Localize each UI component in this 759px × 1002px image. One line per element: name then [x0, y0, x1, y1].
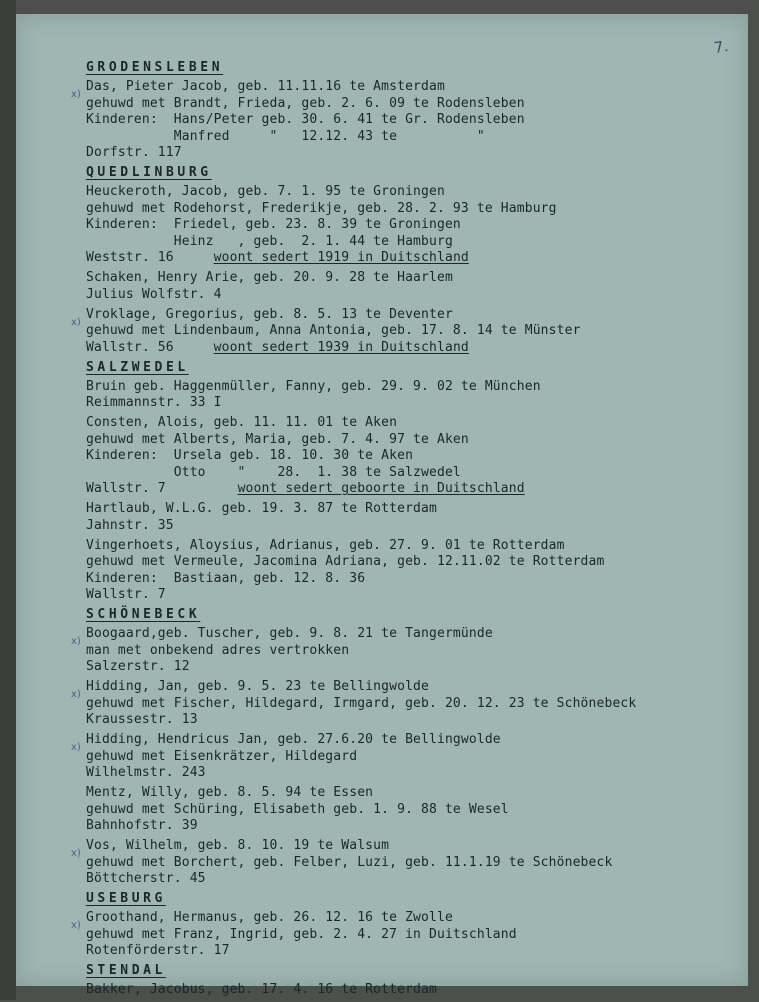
entry-line: Otto " 28. 1. 38 te Salzwedel	[86, 464, 461, 480]
address-line	[86, 250, 736, 267]
residence-note: woont sedert 1939 in Duitschland	[213, 339, 469, 355]
entry-line: Consten, Alois, geb. 11. 11. 01 te Aken	[86, 415, 398, 430]
entry-line: Rotenförderstr. 17	[86, 943, 230, 958]
city-heading: SALZWEDEL	[86, 359, 189, 375]
entry-line: Schaken, Henry Arie, geb. 20. 9. 28 te Haarlem	[86, 270, 453, 285]
entry-line: Bruin geb. Haggenmüller, Fanny, geb. 29. 9. 02 te München	[86, 378, 541, 394]
resident-entry	[86, 379, 736, 412]
entry-line: man met onbekend adres vertrokken	[86, 642, 350, 658]
resident-entry	[86, 982, 736, 999]
entry-line: gehuwd met Rodehorst, Frederikje, geb. 28. 2. 93 te Hamburg	[86, 200, 557, 216]
city-heading: GRODENSLEBEN	[86, 60, 224, 75]
entry-line: Salzerstr. 12	[86, 659, 190, 674]
address-line	[86, 481, 736, 498]
scan-edge	[0, 0, 16, 1000]
entry-line: gehuwd met Franz, Ingrid, geb. 2. 4. 27 in Duitschland	[86, 926, 517, 942]
resident-entry	[86, 307, 736, 357]
entry-line: Kinderen: Bastiaan, geb. 12. 8. 36	[86, 570, 366, 586]
entry-line: Heuckeroth, Jacob, geb. 7. 1. 95 te Groningen	[86, 184, 445, 199]
page-number: 7.	[712, 37, 730, 57]
entry-line: Hidding, Jan, geb. 9. 5. 23 te Bellingwolde	[86, 679, 429, 694]
resident-entry	[86, 538, 736, 604]
city-heading: STENDAL	[86, 963, 166, 978]
entry-line: Kinderen: Ursela geb. 18. 10. 30 te Aken	[86, 448, 414, 463]
entry-line: Wallstr. 7	[86, 587, 166, 602]
entry-line: Manfred " 12.12. 43 te "	[86, 128, 485, 144]
entry-line: Vroklage, Gregorius, geb. 8. 5. 13 te Deventer	[86, 306, 453, 322]
margin-mark: x)	[71, 689, 81, 700]
resident-entry	[86, 679, 736, 729]
entry-line: Dorfstr. 117	[86, 145, 182, 160]
entry-line: Groothand, Hermanus, geb. 26. 12. 16 te Zwolle	[86, 910, 453, 925]
entry-line: Reimmannstr. 33 I	[86, 395, 222, 410]
entry-line: Jahnstr. 35	[86, 517, 174, 533]
entry-line: Mentz, Willy, geb. 8. 5. 94 te Essen	[86, 785, 374, 800]
typed-text-body	[86, 60, 736, 1002]
entry-line: gehuwd met Brandt, Frieda, geb. 2. 6. 09 te Rodensleben	[86, 95, 525, 111]
entry-line: Julius Wolfstr. 4	[86, 286, 222, 302]
address: Weststr. 16	[86, 250, 214, 265]
entry-line: Kinderen: Hans/Peter geb. 30. 6. 41 te Gr. Rodensleben	[86, 112, 525, 127]
entry-line: gehuwd met Lindenbaum, Anna Antonia, geb. 17. 8. 14 te Münster	[86, 323, 581, 338]
city-heading: USEBURG	[86, 891, 166, 906]
margin-mark: x)	[71, 742, 81, 753]
entry-line: gehuwd met Eisenkrätzer, Hildegard	[86, 748, 358, 764]
entry-line: Bahnhofstr. 39	[86, 818, 198, 833]
entry-line: Heinz , geb. 2. 1. 44 te Hamburg	[86, 233, 453, 249]
resident-entry	[86, 838, 736, 888]
entry-line: Vos, Wilhelm, geb. 8. 10. 19 te Walsum	[86, 838, 390, 853]
resident-entry	[86, 415, 736, 498]
resident-entry	[86, 79, 736, 162]
resident-entry	[86, 626, 736, 676]
residence-note: woont sedert geboorte in Duitschland	[237, 481, 525, 496]
resident-entry	[86, 732, 736, 782]
entry-line: gehuwd met Vermeule, Jacomina Adriana, geb. 12.11.02 te Rotterdam	[86, 554, 605, 569]
margin-mark: x)	[71, 636, 81, 647]
entry-line: Kinderen: Friedel, geb. 23. 8. 39 te Groningen	[86, 217, 461, 232]
margin-mark: x)	[71, 89, 81, 100]
city-heading: SCHÖNEBECK	[86, 607, 201, 622]
entry-line: Kraussestr. 13	[86, 712, 198, 727]
address: Wallstr. 56	[86, 339, 214, 355]
resident-entry	[86, 785, 736, 835]
entry-line: gehuwd met Fischer, Hildegard, Irmgard, geb. 20. 12. 23 te Schönebeck	[86, 695, 637, 711]
entry-line: gehuwd met Alberts, Maria, geb. 7. 4. 97 te Aken	[86, 431, 469, 447]
residence-note: woont sedert 1919 in Duitschland	[213, 250, 469, 265]
resident-entry	[86, 270, 736, 303]
address: Wallstr. 7	[86, 481, 238, 496]
resident-entry	[86, 184, 736, 267]
city-heading: QUEDLINBURG	[86, 165, 212, 180]
margin-mark: x)	[71, 848, 81, 859]
resident-entry	[86, 910, 736, 960]
entry-line: Vingerhoets, Aloysius, Adrianus, geb. 27. 9. 01 te Rotterdam	[86, 537, 565, 553]
entry-line: Böttcherstr. 45	[86, 871, 206, 886]
entry-line: gehuwd met Borchert, geb. Felber, Luzi, geb. 11.1.19 te Schönebeck	[86, 854, 613, 870]
entry-line: gehuwd met Schüring, Elisabeth geb. 1. 9. 88 te Wesel	[86, 801, 509, 817]
entry-line: Bakker, Jacobus, geb. 17. 4. 16 te Rotterdam	[86, 982, 437, 997]
entry-line: Boogaard,geb. Tuscher, geb. 9. 8. 21 te Tangermünde	[86, 626, 493, 641]
entry-line: Hartlaub, W.L.G. geb. 19. 3. 87 te Rotterdam	[86, 501, 437, 516]
margin-mark: x)	[71, 317, 81, 328]
margin-mark: x)	[71, 920, 81, 931]
entry-line: Hidding, Hendricus Jan, geb. 27.6.20 te Bellingwolde	[86, 732, 501, 747]
entry-line: Das, Pieter Jacob, geb. 11.11.16 te Amsterdam	[86, 79, 445, 94]
resident-entry	[86, 501, 736, 534]
address-line	[86, 340, 736, 357]
entry-line: Wilhelmstr. 243	[86, 765, 206, 780]
